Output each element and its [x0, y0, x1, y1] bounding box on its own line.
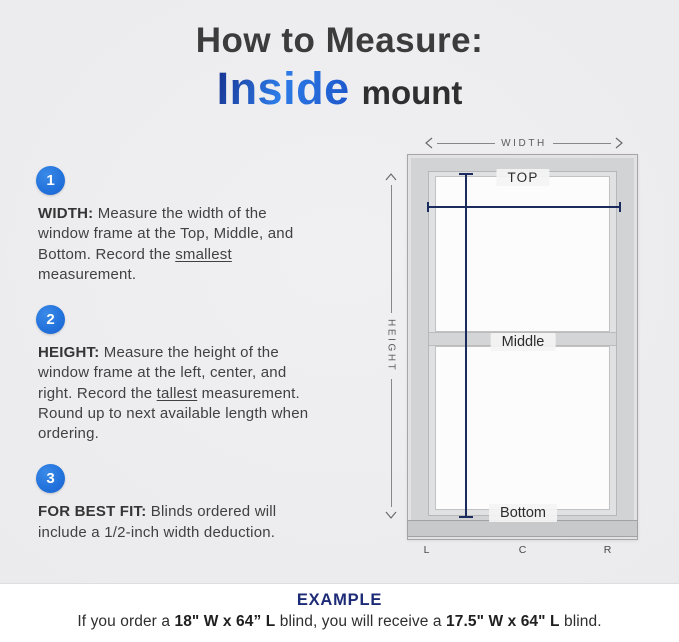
window-sill: [407, 520, 638, 537]
step-1-body: Measure the width of the window frame at the Top, Middle, and Bottom. Record the: [38, 205, 294, 263]
title-line1: How to Measure:: [195, 21, 484, 60]
step-1-text: [38, 204, 312, 285]
example-ordered-size: 18" W x 64” L: [174, 613, 276, 630]
top-position-label: TOP: [496, 169, 549, 186]
middle-position-label: Middle: [491, 333, 556, 351]
lower-window-pane: [435, 346, 610, 510]
height-measure-line: [465, 173, 467, 518]
step-1-lead: WIDTH:: [38, 205, 94, 222]
arrow-right-icon: [615, 137, 623, 149]
width-measure-line: [427, 206, 621, 208]
width-arrow-line: [553, 143, 611, 144]
step-1-underlined-word: smallest: [175, 245, 232, 263]
example-heading: EXAMPLE: [296, 591, 383, 609]
right-marker: R: [603, 544, 613, 556]
height-arrow-line: [391, 185, 392, 313]
title-suffix-mount: mount: [361, 73, 463, 111]
width-label: WIDTH: [501, 137, 547, 149]
measurement-steps: [36, 166, 312, 543]
step-1: [36, 166, 312, 285]
center-marker: C: [518, 544, 528, 556]
step-2-underlined-word: tallest: [156, 384, 198, 402]
title-highlight-inside: Inside: [216, 62, 350, 114]
height-label: HEIGHT: [385, 319, 397, 373]
step-2: [36, 305, 312, 444]
example-received-size: 17.5" W x 64" L: [446, 613, 560, 630]
example-part1: If you order a: [77, 613, 175, 630]
arrow-left-icon: [425, 137, 433, 149]
step-3-number-badge: 3: [36, 464, 65, 493]
window-diagram: [381, 132, 649, 568]
height-dimension-arrow: [383, 173, 399, 519]
step-2-lead: HEIGHT:: [38, 344, 100, 361]
step-3-text: [38, 502, 312, 543]
left-marker: L: [423, 544, 431, 556]
height-arrow-line: [391, 379, 392, 507]
arrow-up-icon: [385, 173, 397, 181]
upper-window-pane: [435, 176, 610, 332]
width-dimension-arrow: [425, 136, 623, 150]
example-footer: [0, 583, 679, 642]
bottom-position-label: Bottom: [489, 504, 557, 522]
example-part2: blind, you will receive a: [275, 613, 447, 630]
step-1-number-badge: 1: [36, 166, 65, 195]
page-title: [0, 22, 679, 115]
title-line2: [0, 63, 679, 115]
step-2-text: [38, 343, 312, 444]
example-part3: blind.: [559, 613, 602, 630]
step-3-lead: FOR BEST FIT:: [38, 503, 147, 521]
step-1-body-end: measurement.: [38, 265, 137, 283]
step-3-body: Blinds ordered will include a 1/2-inch width deduction.: [38, 503, 277, 541]
step-2-body: Measure the height of the window frame at the left, center, and right. Record the: [38, 344, 287, 402]
step-3: [36, 464, 312, 543]
step-2-number-badge: 2: [36, 305, 65, 334]
arrow-down-icon: [385, 511, 397, 519]
width-arrow-line: [437, 143, 495, 144]
step-2-body-end: measurement. Round up to next available length when ordering.: [38, 384, 309, 442]
example-sentence: [0, 613, 679, 631]
